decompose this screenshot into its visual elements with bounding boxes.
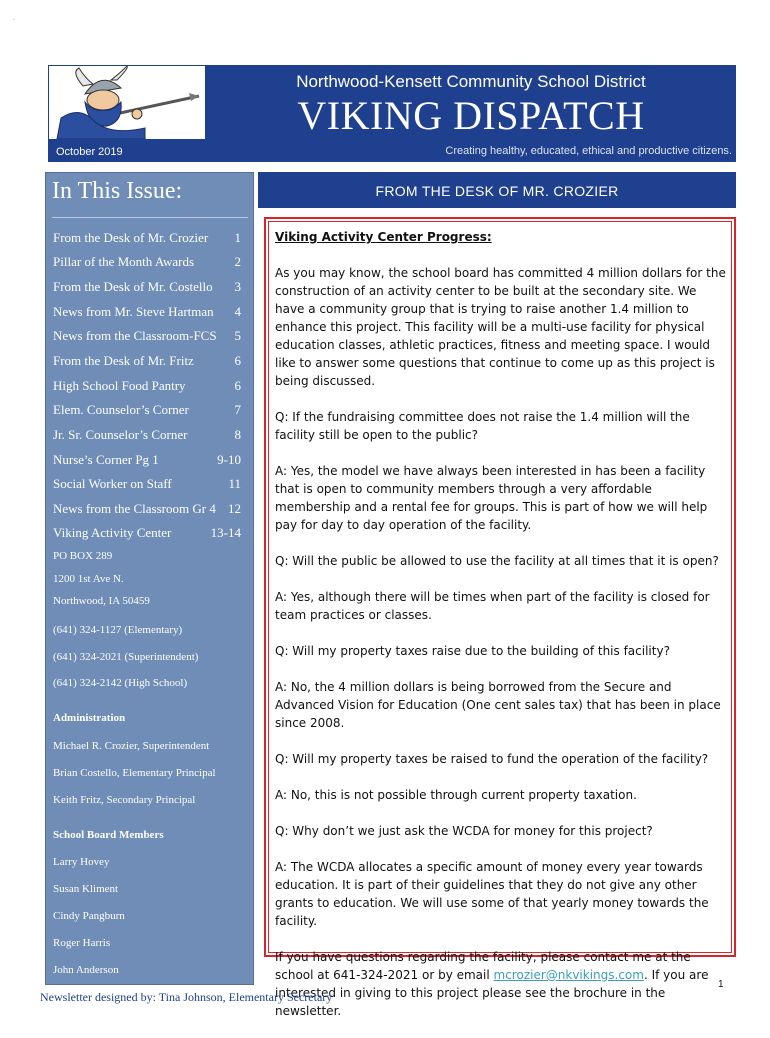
toc-title: News from Mr. Steve Hartman	[53, 304, 214, 319]
question: Q: If the fundraising committee does not raise the 1.4 million will the facility still be open to the public?	[275, 410, 690, 442]
phone-line: (641) 324-1127 (Elementary)	[53, 624, 183, 636]
address-line: 1200 1st Ave N.	[53, 573, 124, 585]
question: Q: Will my property taxes be raised to fund the operation of the facility?	[275, 752, 709, 766]
board-member: Roger Harris	[53, 937, 111, 949]
sidebar-heading: In This Issue:	[52, 178, 183, 204]
answer: A: No, the 4 million dollars is being borrowed from the Secure and Advanced Vision for Education (One cent sales tax) that has been in place since 2008.	[275, 680, 721, 730]
sidebar-divider	[52, 217, 248, 218]
issue-date: October 2019	[56, 146, 123, 158]
toc-page: 11	[228, 476, 241, 491]
toc-item	[53, 254, 241, 272]
toc-title: Pillar of the Month Awards	[53, 254, 195, 269]
section-title: FROM THE DESK OF MR. CROZIER	[375, 183, 619, 199]
district-name: Northwood-Kensett Community School District	[296, 72, 646, 91]
toc-title: Elem. Counselor’s Corner	[53, 402, 189, 417]
viking-mascot-logo	[48, 65, 206, 140]
board-member: John Anderson	[53, 964, 119, 976]
toc-page: 5	[234, 328, 241, 343]
toc-page: 6	[234, 378, 241, 393]
address-line: Northwood, IA 50459	[53, 595, 150, 607]
article-heading: Viking Activity Center Progress:	[275, 230, 492, 244]
toc-title: From the Desk of Mr. Crozier	[53, 230, 209, 245]
question: Q: Will my property taxes raise due to the building of this facility?	[275, 644, 670, 658]
toc-item	[53, 525, 241, 543]
address-line: PO BOX 289	[53, 550, 113, 562]
toc-page: 4	[234, 304, 241, 319]
board-member: Larry Hovey	[53, 856, 110, 868]
toc-item	[53, 353, 241, 371]
toc-item	[53, 427, 241, 445]
board-member: Cindy Pangburn	[53, 910, 125, 922]
closing-paragraph	[275, 948, 727, 1020]
toc-item	[53, 230, 241, 248]
toc-title: Social Worker on Staff	[53, 476, 172, 491]
toc-item	[53, 279, 241, 297]
article-body	[275, 228, 727, 1038]
toc-title: From the Desk of Mr. Costello	[53, 279, 213, 294]
toc-title: Nurse’s Corner Pg 1	[53, 452, 159, 467]
toc-page: 12	[228, 501, 241, 516]
toc-page: 7	[234, 402, 241, 417]
newsletter-title: VIKING DISPATCH	[297, 93, 645, 138]
question: Q: Will the public be allowed to use the facility at all times that it is open?	[275, 554, 719, 568]
closing-text-end: . If you are interested in giving to this project please see the brochure in the newsletter.	[275, 968, 709, 1018]
toc-title: News from the Classroom Gr 4	[53, 501, 216, 516]
answer: A: The WCDA allocates a specific amount of money every year towards education. It is part of their guidelines that they do not give any other grants to education. We will use some of that yearly money towards the facility.	[275, 860, 709, 928]
tagline: Creating healthy, educated, ethical and productive citizens.	[445, 145, 732, 157]
toc-item	[53, 452, 241, 470]
admin-member: Brian Costello, Elementary Principal	[53, 767, 216, 779]
toc-page: 8	[234, 427, 241, 442]
toc-item	[53, 378, 241, 396]
toc-item	[53, 328, 241, 346]
toc-page: 1	[234, 230, 241, 245]
toc-item	[53, 402, 241, 420]
corner-mark: .	[13, 16, 15, 22]
toc-title: Jr. Sr. Counselor’s Corner	[53, 427, 188, 442]
email-link[interactable]: mcrozier@nkvikings.com	[493, 968, 644, 982]
board-member: Susan Kliment	[53, 883, 119, 895]
answer: A: Yes, although there will be times when part of the facility is closed for team practices or classes.	[275, 590, 710, 622]
toc-item	[53, 304, 241, 322]
admin-member: Keith Fritz, Secondary Principal	[53, 794, 196, 806]
toc-page: 13-14	[210, 525, 241, 540]
toc-title: From the Desk of Mr. Fritz	[53, 353, 194, 368]
phone-line: (641) 324-2021 (Superintendent)	[53, 651, 199, 663]
toc-item	[53, 501, 241, 519]
toc-page: 9-10	[217, 452, 241, 467]
answer: A: No, this is not possible through current property taxation.	[275, 788, 637, 802]
question: Q: Why don’t we just ask the WCDA for money for this project?	[275, 824, 653, 838]
page-number: 1	[718, 979, 724, 990]
toc-page: 6	[234, 353, 241, 368]
toc-title: High School Food Pantry	[53, 378, 186, 393]
toc-page: 3	[234, 279, 241, 294]
toc-title: News from the Classroom-FCS	[53, 328, 217, 343]
phone-line: (641) 324-2142 (High School)	[53, 677, 188, 689]
admin-member: Michael R. Crozier, Superintendent	[53, 740, 210, 752]
admin-heading: Administration	[53, 712, 126, 724]
article-paragraph: As you may know, the school board has committed 4 million dollars for the construction of an activity center to be built at the secondary site. We have a community group that is trying to raise another 1.4 million to enhance this project. This facility will be a multi-use facility for physical education classes, athletic practices, fitness and meeting space. I would like to answer some questions that continue to come up as this project is being discussed.	[275, 266, 726, 388]
viking-mascot-icon	[49, 66, 205, 139]
toc-page: 2	[234, 254, 241, 269]
toc-item	[53, 476, 241, 494]
closing-text: If you have questions regarding the facility, please contact me at the school at 641-324-2021 or by email	[275, 950, 691, 982]
answer: A: Yes, the model we have always been interested in has been a facility that is open to community members through a very affordable membership and a rental fee for groups. This is part of how we will help pay for day to day operation of the facility.	[275, 464, 708, 532]
toc-title: Viking Activity Center	[53, 525, 172, 540]
board-heading: School Board Members	[53, 829, 164, 841]
footer-credit: Newsletter designed by: Tina Johnson, Elementary Secretary	[40, 990, 333, 1004]
